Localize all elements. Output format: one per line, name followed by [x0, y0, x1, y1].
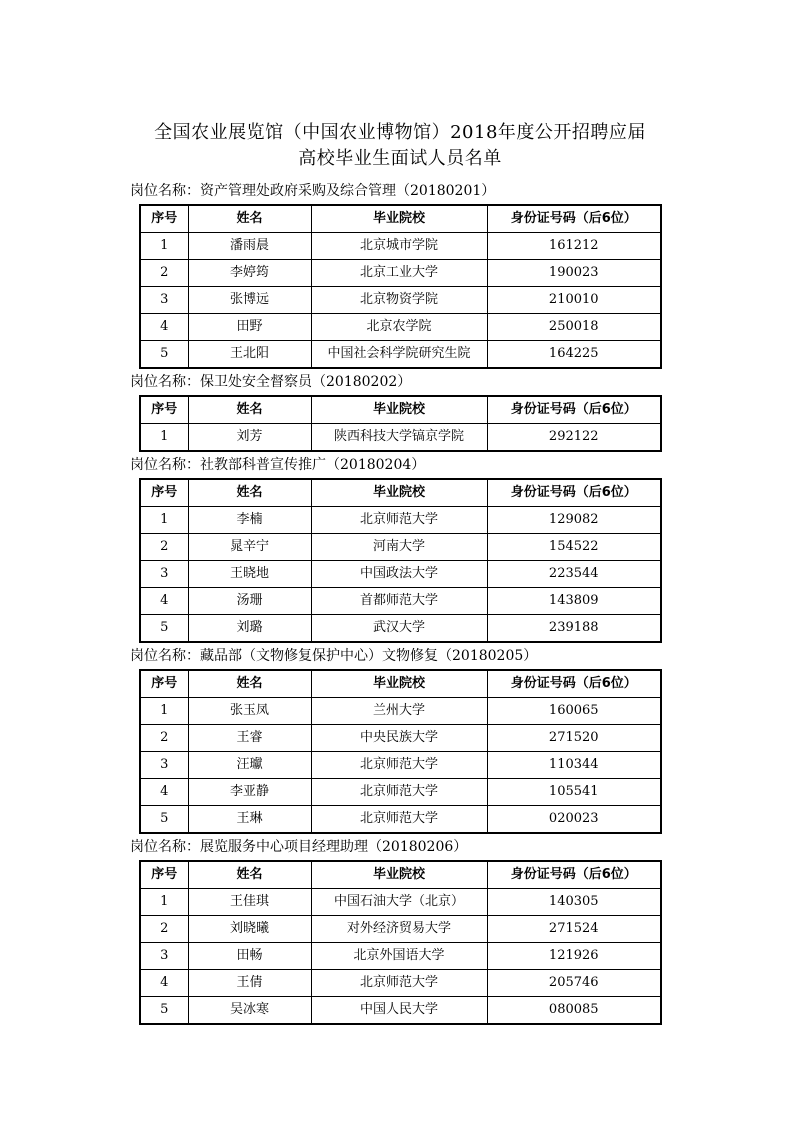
post-name: 岗位名称：展览服务中心项目经理助理（20180206）: [130, 839, 468, 855]
table-header-row: [140, 205, 661, 233]
cell-id: 080085: [487, 997, 661, 1025]
cell-id: 271520: [487, 725, 661, 752]
cell-id: 205746: [487, 970, 661, 997]
document-title-line2: 高校毕业生面试人员名单: [298, 148, 502, 169]
cell-school: 中国政法大学: [311, 561, 487, 588]
header-seq: 序号: [140, 861, 188, 889]
header-seq: 序号: [140, 205, 188, 233]
cell-name: 王北阳: [188, 341, 311, 369]
cell-seq: 1: [140, 424, 188, 452]
table-row: [140, 561, 661, 588]
cell-name: 张博远: [188, 287, 311, 314]
cell-school: 中央民族大学: [311, 725, 487, 752]
post-name: 岗位名称：藏品部（文物修复保护中心）文物修复（20180205）: [130, 648, 538, 664]
header-id: 身份证号码（后6位）: [487, 670, 661, 698]
cell-school: 北京城市学院: [311, 233, 487, 260]
table-row: [140, 314, 661, 341]
cell-seq: 2: [140, 916, 188, 943]
cell-school: 中国人民大学: [311, 997, 487, 1025]
table-row: [140, 615, 661, 643]
cell-name: 王琳: [188, 806, 311, 834]
cell-id: 161212: [487, 233, 661, 260]
table-row: [140, 588, 661, 615]
cell-id: 250018: [487, 314, 661, 341]
cell-id: 020023: [487, 806, 661, 834]
cell-seq: 5: [140, 806, 188, 834]
cell-name: 王睿: [188, 725, 311, 752]
cell-name: 潘雨晨: [188, 233, 311, 260]
table-row: [140, 698, 661, 725]
cell-school: 北京农学院: [311, 314, 487, 341]
cell-seq: 5: [140, 615, 188, 643]
cell-seq: 3: [140, 561, 188, 588]
cell-school: 北京外国语大学: [311, 943, 487, 970]
table-row: [140, 260, 661, 287]
cell-school: 北京师范大学: [311, 507, 487, 534]
header-seq: 序号: [140, 479, 188, 507]
cell-name: 刘璐: [188, 615, 311, 643]
table-header-row: [140, 479, 661, 507]
cell-name: 田畅: [188, 943, 311, 970]
cell-school: 北京物资学院: [311, 287, 487, 314]
table-header-row: [140, 396, 661, 424]
cell-school: 北京师范大学: [311, 970, 487, 997]
table-row: [140, 752, 661, 779]
cell-seq: 4: [140, 970, 188, 997]
table-row: [140, 806, 661, 834]
header-name: 姓名: [188, 670, 311, 698]
cell-seq: 3: [140, 943, 188, 970]
cell-school: 陕西科技大学镐京学院: [311, 424, 487, 452]
cell-id: 110344: [487, 752, 661, 779]
header-name: 姓名: [188, 205, 311, 233]
header-id: 身份证号码（后6位）: [487, 205, 661, 233]
header-school: 毕业院校: [311, 479, 487, 507]
cell-id: 160065: [487, 698, 661, 725]
post-name: 岗位名称：社教部科普宣传推广（20180204）: [130, 457, 426, 473]
candidate-table: [139, 860, 662, 1025]
cell-seq: 3: [140, 752, 188, 779]
cell-school: 北京工业大学: [311, 260, 487, 287]
cell-school: 首都师范大学: [311, 588, 487, 615]
cell-seq: 2: [140, 534, 188, 561]
header-school: 毕业院校: [311, 861, 487, 889]
header-seq: 序号: [140, 396, 188, 424]
cell-id: 271524: [487, 916, 661, 943]
cell-name: 汪瓛: [188, 752, 311, 779]
cell-seq: 1: [140, 507, 188, 534]
cell-seq: 2: [140, 725, 188, 752]
header-school: 毕业院校: [311, 205, 487, 233]
post-name: 岗位名称：资产管理处政府采购及综合管理（20180201）: [130, 183, 496, 199]
cell-id: 292122: [487, 424, 661, 452]
cell-seq: 3: [140, 287, 188, 314]
cell-school: 中国石油大学（北京）: [311, 889, 487, 916]
table-row: [140, 341, 661, 369]
cell-id: 143809: [487, 588, 661, 615]
table-header-row: [140, 861, 661, 889]
cell-school: 中国社会科学院研究生院: [311, 341, 487, 369]
cell-seq: 1: [140, 889, 188, 916]
cell-school: 北京师范大学: [311, 806, 487, 834]
header-school: 毕业院校: [311, 396, 487, 424]
cell-name: 汤珊: [188, 588, 311, 615]
cell-id: 154522: [487, 534, 661, 561]
cell-id: 190023: [487, 260, 661, 287]
cell-name: 张玉凤: [188, 698, 311, 725]
cell-name: 王晓地: [188, 561, 311, 588]
header-name: 姓名: [188, 396, 311, 424]
table-row: [140, 424, 661, 452]
cell-id: 121926: [487, 943, 661, 970]
table-row: [140, 779, 661, 806]
table-header-row: [140, 670, 661, 698]
header-school: 毕业院校: [311, 670, 487, 698]
cell-school: 武汉大学: [311, 615, 487, 643]
cell-school: 对外经济贸易大学: [311, 916, 487, 943]
cell-id: 239188: [487, 615, 661, 643]
header-name: 姓名: [188, 479, 311, 507]
cell-seq: 2: [140, 260, 188, 287]
cell-name: 晁辛宁: [188, 534, 311, 561]
cell-id: 105541: [487, 779, 661, 806]
header-name: 姓名: [188, 861, 311, 889]
cell-seq: 5: [140, 997, 188, 1025]
cell-id: 129082: [487, 507, 661, 534]
document-title-line1: 全国农业展览馆（中国农业博物馆）2018年度公开招聘应届: [154, 122, 646, 143]
header-id: 身份证号码（后6位）: [487, 861, 661, 889]
sections-container: [130, 178, 660, 1025]
cell-name: 王倩: [188, 970, 311, 997]
cell-school: 北京师范大学: [311, 752, 487, 779]
candidate-table: [139, 204, 662, 369]
cell-seq: 4: [140, 779, 188, 806]
cell-school: 北京师范大学: [311, 779, 487, 806]
header-id: 身份证号码（后6位）: [487, 479, 661, 507]
table-row: [140, 287, 661, 314]
table-row: [140, 943, 661, 970]
cell-name: 李亚静: [188, 779, 311, 806]
table-row: [140, 507, 661, 534]
cell-school: 河南大学: [311, 534, 487, 561]
header-id: 身份证号码（后6位）: [487, 396, 661, 424]
table-row: [140, 534, 661, 561]
cell-name: 田野: [188, 314, 311, 341]
table-row: [140, 233, 661, 260]
table-row: [140, 970, 661, 997]
post-name: 岗位名称：保卫处安全督察员（20180202）: [130, 374, 412, 390]
cell-id: 223544: [487, 561, 661, 588]
table-row: [140, 916, 661, 943]
cell-seq: 1: [140, 698, 188, 725]
cell-name: 刘晓曦: [188, 916, 311, 943]
candidate-table: [139, 395, 662, 452]
cell-name: 刘芳: [188, 424, 311, 452]
cell-id: 164225: [487, 341, 661, 369]
cell-seq: 4: [140, 314, 188, 341]
cell-seq: 4: [140, 588, 188, 615]
cell-name: 李楠: [188, 507, 311, 534]
cell-seq: 1: [140, 233, 188, 260]
candidate-table: [139, 478, 662, 643]
cell-name: 李婷筠: [188, 260, 311, 287]
cell-school: 兰州大学: [311, 698, 487, 725]
table-row: [140, 997, 661, 1025]
cell-id: 210010: [487, 287, 661, 314]
header-seq: 序号: [140, 670, 188, 698]
cell-name: 吴冰寒: [188, 997, 311, 1025]
table-row: [140, 725, 661, 752]
candidate-table: [139, 669, 662, 834]
cell-id: 140305: [487, 889, 661, 916]
cell-name: 王佳琪: [188, 889, 311, 916]
cell-seq: 5: [140, 341, 188, 369]
table-row: [140, 889, 661, 916]
